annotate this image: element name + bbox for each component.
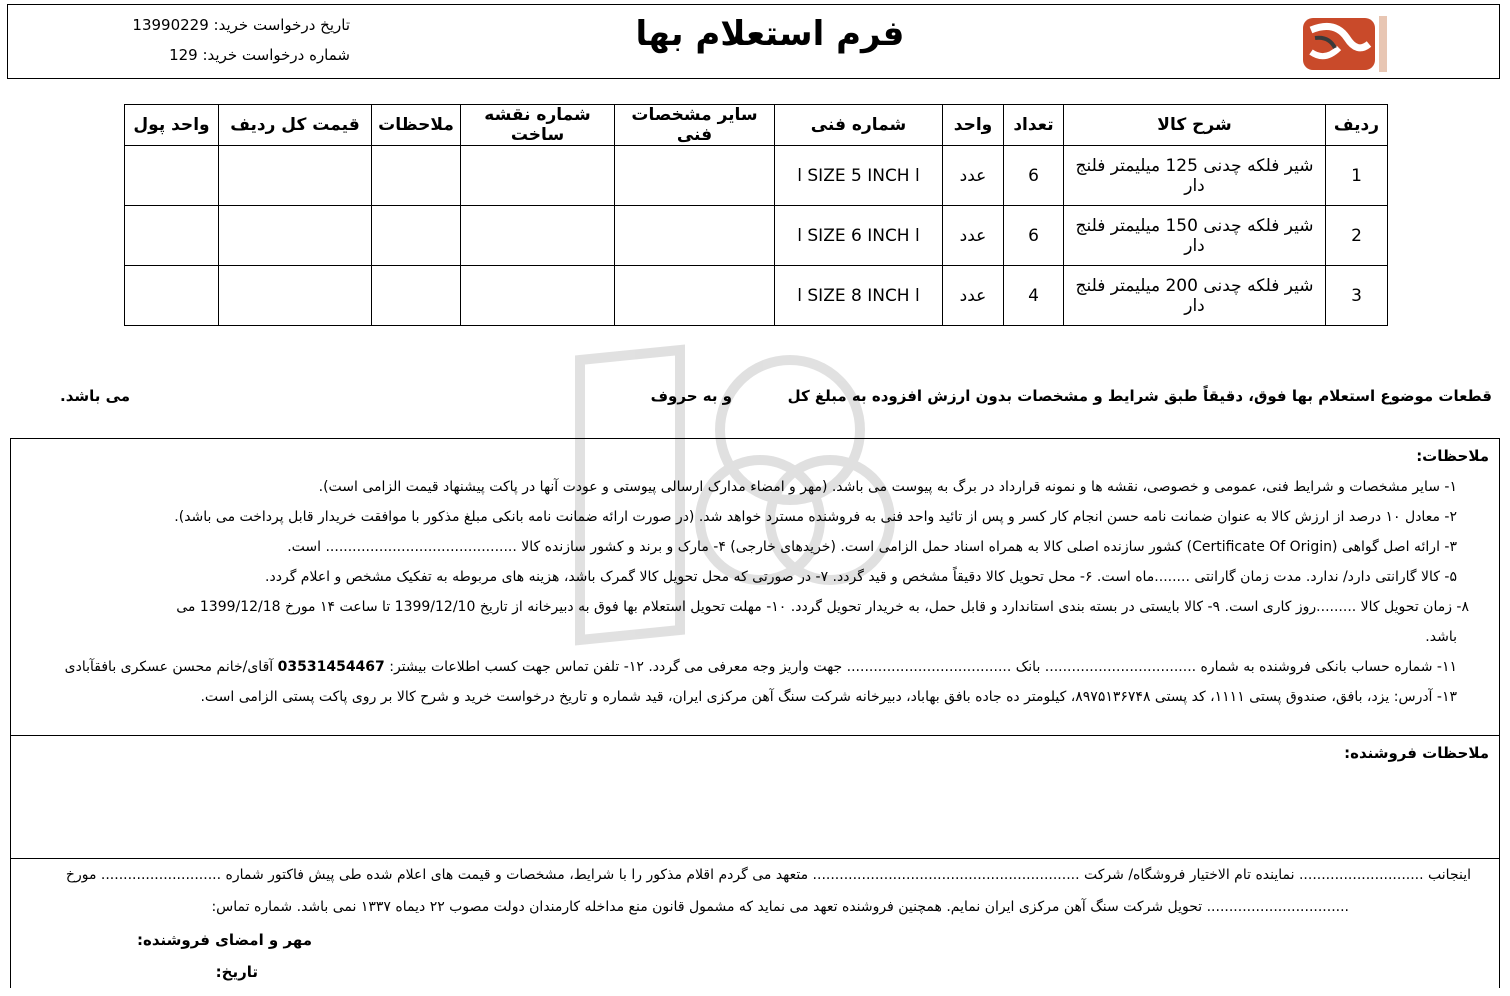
table-row [125, 206, 1388, 266]
cell-remarks[interactable] [372, 266, 461, 326]
commitment-line-1: اینجانب ............................ نماینده تام الاختیار فروشگاه/ شرکت ............................................................ متعهد می گردم اقلام مذکور را با شرایط، مشخصات و قیمت های اعلام شده طی پیش فاکتور شماره ........................... مورخ [65, 867, 1471, 883]
request-number: شماره درخواست خرید: 129 [169, 46, 350, 64]
company-logo [1295, 8, 1395, 74]
cell-tech-number: l SIZE 5 INCH l [775, 146, 943, 206]
cell-row-no: 1 [1326, 146, 1388, 206]
seller-date-label: تاریخ: [215, 963, 258, 981]
cell-tech-number: l SIZE 6 INCH l [775, 206, 943, 266]
col-header-total-price: قیمت کل ردیف [219, 105, 372, 146]
cell-tech-number: l SIZE 8 INCH l [775, 266, 943, 326]
notes-title: ملاحظات: [1416, 447, 1489, 465]
note-line-7: ۱۳- آدرس: یزد، بافق، صندوق پستی ۱۱۱۱، کد پستی ۸۹۷۵۱۳۶۷۴۸، کیلومتر ده جاده بافق بهاباد، دبیرخانه شرکت سنگ آهن مرکزی ایران، قید شماره و تاریخ درخواست خرید و شرح کالا بر روی پاکت پستی الزامی است. [200, 689, 1457, 705]
cell-other-specs[interactable] [615, 266, 775, 326]
cell-currency[interactable] [125, 206, 219, 266]
cell-total-price[interactable] [219, 266, 372, 326]
commitment-line-2: ................................ تحویل شرکت سنگ آهن مرکزی ایران نمایم. همچنین فروشنده تعهد می نماید که مشمول قانون منع مداخله کارمندان دولت مصوب ۲۲ دیماه ۱۳۳۷ نمی باشد. شماره تماس: [211, 899, 1349, 915]
cell-total-price[interactable] [219, 206, 372, 266]
col-header-unit: واحد [943, 105, 1004, 146]
commitment-section [10, 858, 1500, 988]
cell-unit: عدد [943, 266, 1004, 326]
cell-description: شیر فلکه چدنی 200 میلیمتر فلنج دار [1064, 266, 1326, 326]
offer-statement [20, 387, 1492, 411]
note-line-5-cont: باشد. [1425, 629, 1457, 645]
cell-drawing-number[interactable] [461, 206, 615, 266]
note-line-3: ۳- ارائه اصل گواهی (Certificate Of Origin) کشور سازنده اصلی کالا به همراه اسناد حمل الزامی است. (خریدهای خارجی) ۴- مارک و برند و کشور سازنده کالا ........................................... است. [287, 539, 1457, 555]
note-line-5: ۸- زمان تحویل کالا .........روز کاری است. ۹- کالا بایستی در بسته بندی استاندارد و قابل حمل، به خریدار تحویل گردد. ۱۰- مهلت تحویل استعلام بها فوق به دبیرخانه از تاریخ 1399/12/10 تا ساعت ۱۴ مورخ 1399/12/18 می [176, 599, 1469, 615]
cell-total-price[interactable] [219, 146, 372, 206]
cell-currency[interactable] [125, 266, 219, 326]
seller-stamp-label: مهر و امضای فروشنده: [137, 931, 312, 949]
cell-quantity: 4 [1004, 266, 1064, 326]
cell-quantity: 6 [1004, 206, 1064, 266]
cell-description: شیر فلکه چدنی 125 میلیمتر فلنج دار [1064, 146, 1326, 206]
col-header-tech-number: شماره فنی [775, 105, 943, 146]
note-line-1: ۱- سایر مشخصات و شرایط فنی، عمومی و خصوصی، نقشه ها و نمونه قرارداد در برگ به پیوست می باشد. (مهر و امضاء مدارک ارسالی پیوستی و عودت آنها در پاکت پیشنهاد قیمت الزامی است). [318, 479, 1457, 495]
cell-row-no: 3 [1326, 266, 1388, 326]
col-header-description: شرح کالا [1064, 105, 1326, 146]
offer-text-end: می باشد. [60, 387, 131, 405]
col-header-currency: واحد پول [125, 105, 219, 146]
cell-other-specs[interactable] [615, 206, 775, 266]
cell-description: شیر فلکه چدنی 150 میلیمتر فلنج دار [1064, 206, 1326, 266]
cell-drawing-number[interactable] [461, 146, 615, 206]
table-row [125, 146, 1388, 206]
cell-unit: عدد [943, 206, 1004, 266]
cell-remarks[interactable] [372, 146, 461, 206]
table-row [125, 266, 1388, 326]
cell-unit: عدد [943, 146, 1004, 206]
request-date: تاریخ درخواست خرید: 13990229 [132, 16, 350, 34]
offer-text-words: و به حروف [650, 387, 732, 405]
cell-currency[interactable] [125, 146, 219, 206]
offer-text-amount: قطعات موضوع استعلام بها فوق، دقیقاً طبق شرایط و مشخصات بدون ارزش افزوده به مبلغ کل [787, 387, 1492, 405]
note-line-2: ۲- معادل ۱۰ درصد از ارزش کالا به عنوان ضمانت نامه حسن انجام کار کسر و پس از تائید واحد فنی به فروشنده مسترد خواهد شد. (در صورت ارائه ضمانت نامه بانکی مبلغ مذکور با موافقت خریدار قابل پرداخت می باشد). [174, 509, 1457, 525]
col-header-quantity: تعداد [1004, 105, 1064, 146]
col-header-drawing-number: شماره نقشه ساخت [461, 105, 615, 146]
table-header-row [125, 105, 1388, 146]
cell-other-specs[interactable] [615, 146, 775, 206]
cell-row-no: 2 [1326, 206, 1388, 266]
note-line-4: ۵- کالا گارانتی دارد/ ندارد. مدت زمان گارانتی ........ماه است. ۶- محل تحویل کالا دقیقاً مشخص و قید گردد. ۷- در صورتی که محل تحویل کالا گمرک باشد، هزینه های مربوطه به تفکیک مشخص و اعلام گردد. [265, 569, 1457, 585]
form-title: فرم استعلام بها [635, 14, 905, 54]
notes-section [10, 438, 1500, 736]
info-phone-number: 03531454467 [277, 659, 385, 675]
col-header-remarks: ملاحظات [372, 105, 461, 146]
col-header-row-no: ردیف [1326, 105, 1388, 146]
col-header-other-specs: سایر مشخصات فنی [615, 105, 775, 146]
seller-remarks-title: ملاحظات فروشنده: [1344, 744, 1489, 762]
seller-remarks-section[interactable] [10, 735, 1500, 859]
note-line-6-text: ۱۱- شماره حساب بانکی فروشنده به شماره .................................. بانک ..................................... جهت واریز وجه معرفی می گردد. ۱۲- تلفن تماس جهت کسب اطلاعات بیشتر: [389, 659, 1457, 675]
contact-person: آقای/خانم محسن عسکری بافقآبادی [64, 659, 274, 675]
cell-quantity: 6 [1004, 146, 1064, 206]
cell-remarks[interactable] [372, 206, 461, 266]
items-table [124, 104, 1388, 326]
cell-drawing-number[interactable] [461, 266, 615, 326]
note-line-6 [65, 659, 1457, 675]
